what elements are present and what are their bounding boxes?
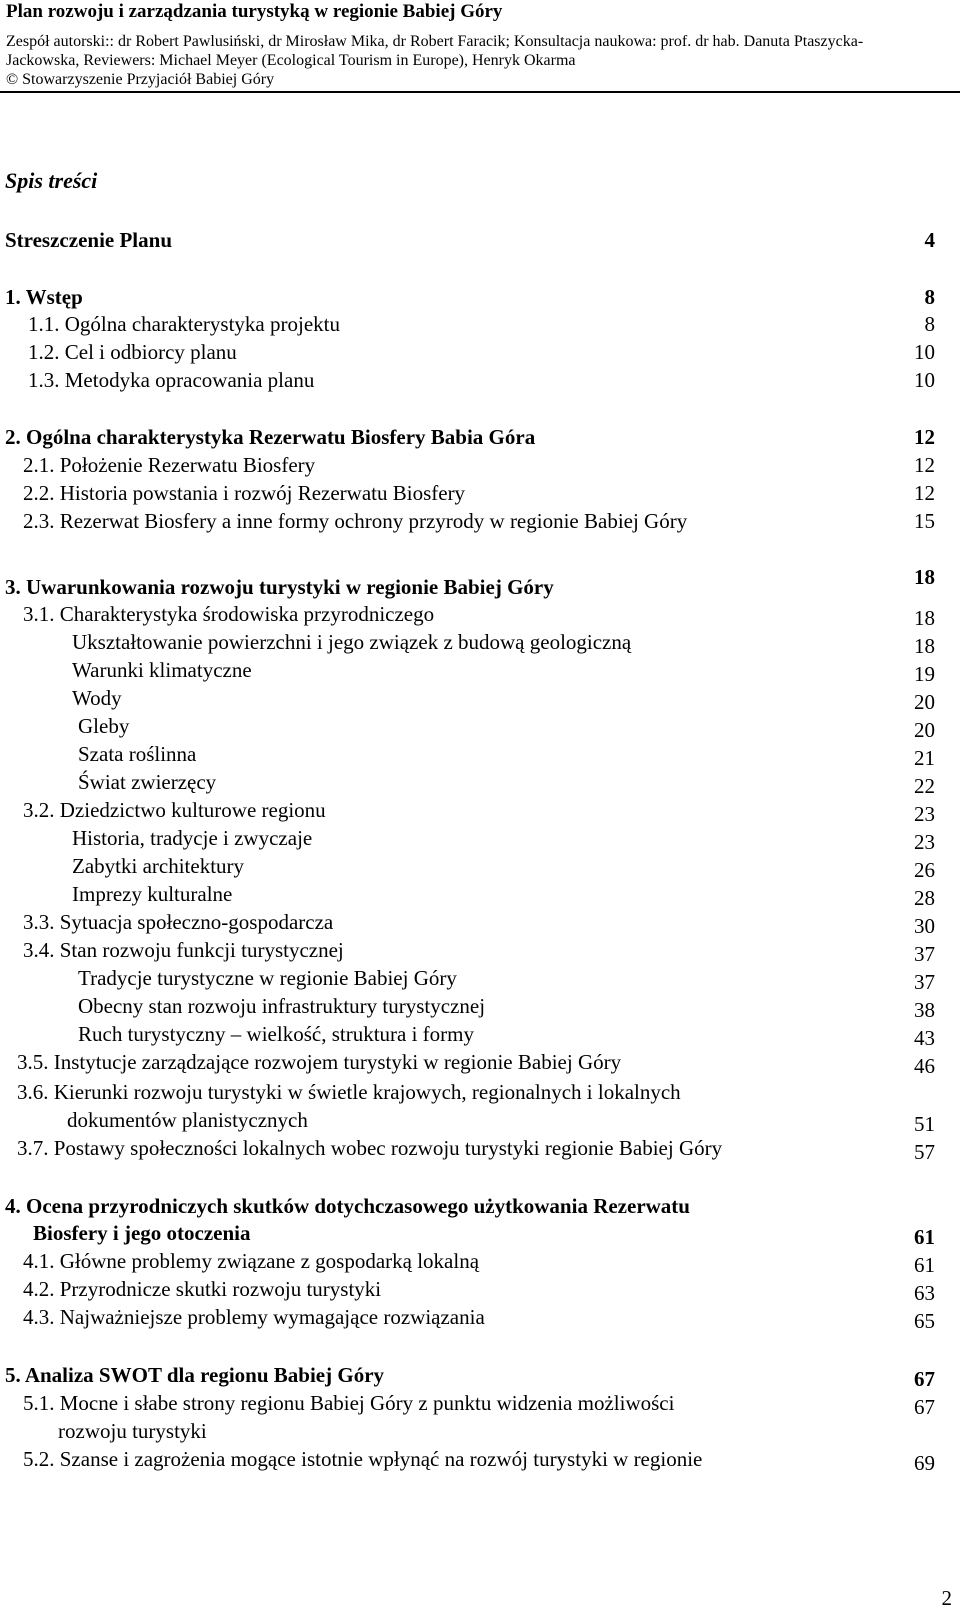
toc-page: 46 [914,1054,935,1078]
toc-page: 23 [914,802,935,826]
toc-page: 12 [914,453,935,477]
toc-entry: 4.3. Najważniejsze problemy wymagające rozwiązania [23,1305,485,1329]
toc-entry: 1.2. Cel i odbiorcy planu [28,340,237,364]
toc-page: 67 [914,1395,935,1419]
toc-page: 22 [914,774,935,798]
toc-page: 18 [914,565,935,589]
header-divider [0,91,960,93]
toc-entry: 3.4. Stan rozwoju funkcji turystycznej [23,938,344,962]
toc-entry: 2.3. Rezerwat Biosfery a inne formy ochrony przyrody w regionie Babiej Góry [23,509,688,533]
toc-entry: Zabytki architektury [72,854,245,878]
toc-entry: Historia, tradycje i zwyczaje [72,826,313,850]
toc-entry: 2.2. Historia powstania i rozwój Rezerwatu Biosfery [23,481,466,505]
toc-entry: Ukształtowanie powierzchni i jego związek z budową geologiczną [72,630,632,654]
toc-page: 8 [924,312,935,336]
toc-entry: 3.5. Instytucje zarządzające rozwojem turystyki w regionie Babiej Góry [17,1050,622,1074]
toc-entry: 3.2. Dziedzictwo kulturowe regionu [23,798,326,822]
toc-page: 10 [914,368,935,392]
toc-entry: 3.1. Charakterystyka środowiska przyrodniczego [23,602,435,626]
toc-entry: Warunki klimatyczne [72,658,252,682]
toc-entry: Imprezy kulturalne [72,882,233,906]
toc-page: 15 [914,509,935,533]
toc-page: 57 [914,1140,935,1164]
toc-entry: 4.1. Główne problemy związane z gospodarką lokalną [23,1249,480,1273]
toc-entry: 4.2. Przyrodnicze skutki rozwoju turystyki [23,1277,382,1301]
toc-entry-chapter-4: 4. Ocena przyrodniczych skutków dotychczasowego użytkowania Rezerwatu [5,1194,690,1218]
toc-entry-chapter-1: 1. Wstęp [5,285,83,309]
toc-page: 30 [914,914,935,938]
toc-page: 23 [914,830,935,854]
toc-page: 21 [914,746,935,770]
toc-page: 8 [924,285,935,309]
toc-page: 28 [914,886,935,910]
toc-page: 38 [914,998,935,1022]
toc-page: 10 [914,340,935,364]
toc-entry-chapter-5: 5. Analiza SWOT dla regionu Babiej Góry [5,1363,385,1387]
toc-entry: 5.1. Mocne i słabe strony regionu Babiej Góry z punktu widzenia możliwości [23,1391,675,1415]
toc-page: 37 [914,942,935,966]
toc-entry: 5.2. Szanse i zagrożenia mogące istotnie wpłynąć na rozwój turystyki w regionie [23,1447,703,1471]
toc-entry: Gleby [78,714,130,738]
toc-page: 61 [914,1225,935,1249]
toc-entry-chapter-3: 3. Uwarunkowania rozwoju turystyki w regionie Babiej Góry [5,575,554,599]
page-number: 2 [941,1586,952,1610]
toc-page: 51 [914,1112,935,1136]
toc-entry: 1.1. Ogólna charakterystyka projektu [28,312,340,336]
toc-entry-summary: Streszczenie Planu [5,228,172,252]
toc-page: 19 [914,662,935,686]
toc-entry: 1.3. Metodyka opracowania planu [28,368,315,392]
toc-page: 12 [914,481,935,505]
authors-line-2: Jackowska, Reviewers: Michael Meyer (Ecological Tourism in Europe), Henryk Okarma [6,52,576,69]
toc-page: 20 [914,690,935,714]
toc-page: 69 [914,1451,935,1475]
toc-entry: 2.1. Położenie Rezerwatu Biosfery [23,453,316,477]
toc-page: 18 [914,606,935,630]
document-title: Plan rozwoju i zarządzania turystyką w regionie Babiej Góry [6,1,503,22]
toc-entry: rozwoju turystyki [58,1419,207,1443]
toc-page: 67 [914,1367,935,1391]
toc-entry: 3.7. Postawy społeczności lokalnych wobec rozwoju turystyki regionie Babiej Góry [17,1136,723,1160]
toc-page: 4 [924,228,935,252]
toc-page: 12 [914,425,935,449]
authors-line-1: Zespół autorski:: dr Robert Pawlusiński, dr Mirosław Mika, dr Robert Faracik; Konsultacja naukowa: prof. dr hab. Danuta Ptaszycka- [6,33,864,50]
toc-entry: Wody [72,686,122,710]
toc-page: 65 [914,1309,935,1333]
toc-entry: Obecny stan rozwoju infrastruktury turystycznej [78,994,486,1018]
toc-entry-chapter-2: 2. Ogólna charakterystyka Rezerwatu Biosfery Babia Góra [5,425,536,449]
toc-entry: Świat zwierzęcy [78,770,217,794]
toc-heading: Spis treści [5,168,98,193]
toc-page: 18 [914,634,935,658]
toc-page: 61 [914,1253,935,1277]
toc-page: 37 [914,970,935,994]
toc-page: 63 [914,1281,935,1305]
toc-page: 26 [914,858,935,882]
toc-page: 20 [914,718,935,742]
toc-entry: dokumentów planistycznych [67,1108,308,1132]
toc-entry: Szata roślinna [78,742,197,766]
toc-entry: 3.6. Kierunki rozwoju turystyki w świetle krajowych, regionalnych i lokalnych [17,1080,681,1104]
toc-entry-chapter-4-cont: Biosfery i jego otoczenia [33,1221,251,1245]
toc-entry: Tradycje turystyczne w regionie Babiej Góry [78,966,457,990]
toc-entry: Ruch turystyczny – wielkość, struktura i formy [78,1022,475,1046]
copyright-line: © Stowarzyszenie Przyjaciół Babiej Góry [6,71,275,88]
toc-page: 43 [914,1026,935,1050]
toc-entry: 3.3. Sytuacja społeczno-gospodarcza [23,910,334,934]
